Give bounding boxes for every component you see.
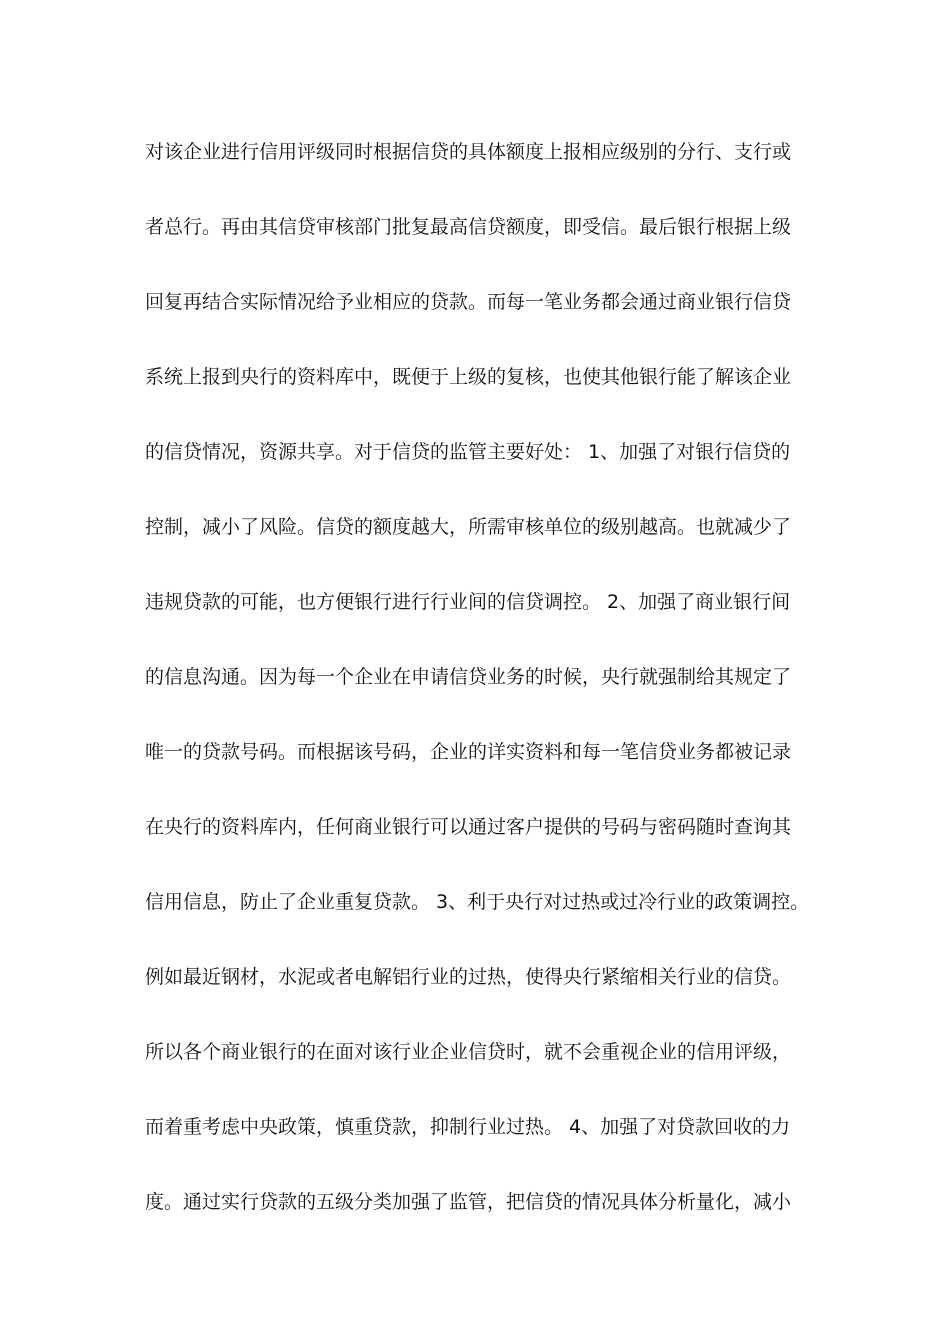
text-line-15: 度。通过实行贷款的五级分类加强了监管，把信贷的情况具体分析量化，减小 [145,1191,792,1213]
text-line-4: 系统上报到央行的资料库中，既便于上级的复核，也使其他银行能了解该企业 [145,366,792,388]
text-line-11: 信用信息，防止了企业重复贷款。 3、利于央行对过热或过冷行业的政策调控。 [145,891,810,913]
text-line-3: 回复再结合实际情况给予业相应的贷款。而每一笔业务都会通过商业银行信贷 [145,291,792,313]
body-text [145,133,825,1258]
text-line-7: 违规贷款的可能，也方便银行进行行业间的信贷调控。 2、加强了商业银行间 [145,591,791,613]
text-line-10: 在央行的资料库内，任何商业银行可以通过客户提供的号码与密码随时查询其 [145,816,792,838]
text-line-2: 者总行。再由其信贷审核部门批复最高信贷额度，即受信。最后银行根据上级 [145,216,792,238]
text-line-6: 控制，减小了风险。信贷的额度越大，所需审核单位的级别越高。也就减少了 [145,516,792,538]
text-line-5: 的信贷情况，资源共享。对于信贷的监管主要好处： 1、加强了对银行信贷的 [145,441,791,463]
text-line-14: 而着重考虑中央政策，慎重贷款，抑制行业过热。 4、加强了对贷款回收的力 [145,1116,791,1138]
text-line-8: 的信息沟通。因为每一个企业在申请信贷业务的时候，央行就强制给其规定了 [145,666,792,688]
text-line-1: 对该企业进行信用评级同时根据信贷的具体额度上报相应级别的分行、支行或 [145,141,792,163]
text-line-13: 所以各个商业银行的在面对该行业企业信贷时，就不会重视企业的信用评级， [145,1041,792,1063]
text-line-9: 唯一的贷款号码。而根据该号码，企业的详实资料和每一笔信贷业务都被记录 [145,741,792,763]
text-line-12: 例如最近钢材，水泥或者电解铝行业的过热，使得央行紧缩相关行业的信贷。 [145,966,792,988]
